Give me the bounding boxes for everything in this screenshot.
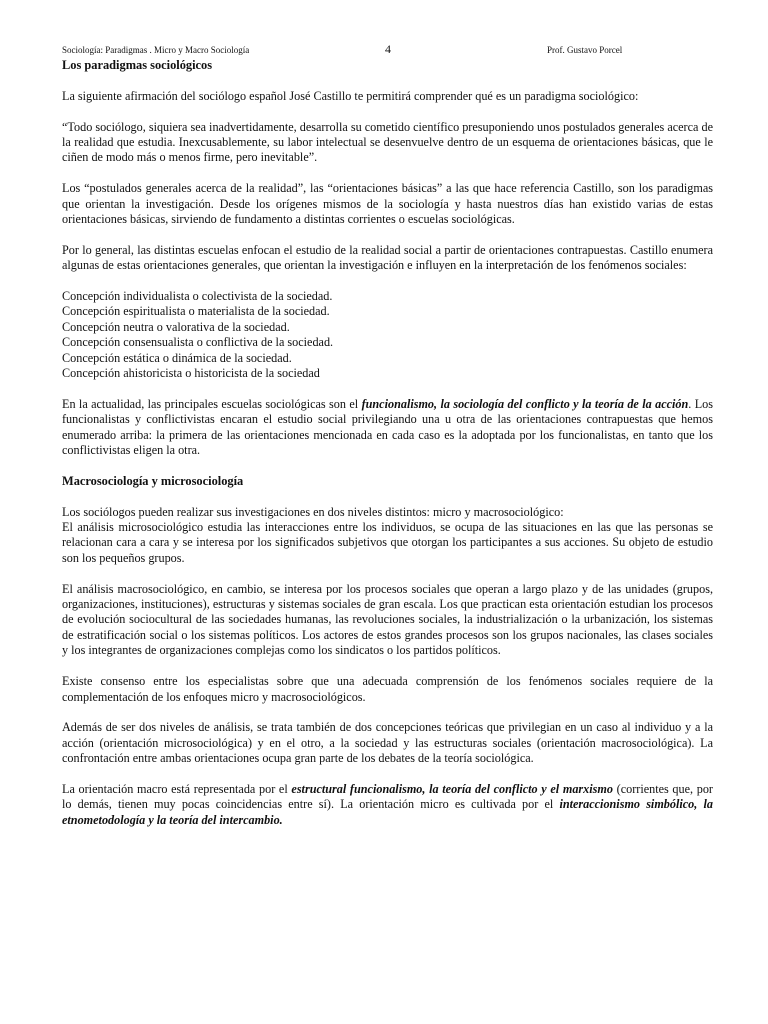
list-item: Concepción individualista o colectivista de la sociedad. — [62, 289, 333, 304]
emphasis-micro: interaccionismo simbólico, la etnometodología y la teoría del intercambio. — [62, 797, 713, 827]
list-item: Concepción neutra o valorativa de la sociedad. — [62, 319, 290, 334]
list-item: Concepción consensualista o conflictiva de la sociedad. — [62, 335, 334, 350]
paragraph: Además de ser dos niveles de análisis, se trata también de dos concepciones teóricas que privilegian en un caso al individuo y a la acción (orientación microsociológica) y en el otro, a la sociedad y las estructuras sociales (orientación macrosociológica). La confrontación entre ambas orientaciones ocupa gran parte de los debates de la teoría sociológica. — [62, 720, 713, 766]
list-item: Concepción estática o dinámica de la sociedad. — [62, 350, 292, 365]
header-course-title: Sociología: Paradigmas . Micro y Macro Sociología — [62, 45, 250, 55]
paragraph: Existe consenso entre los especialistas sobre que una adecuada comprensión de los fenómenos sociales requiere de la complementación de los enfoques micro y macrosociológicos. — [62, 674, 713, 704]
document-body — [62, 58, 713, 828]
paragraph: Los “postulados generales acerca de la realidad”, las “orientaciones básicas” a las que hace referencia Castillo, son los paradigmas que orientan la investigación. Desde los orígenes mismos de la sociología y hasta nuestros días han existido varias de estas orientaciones básicas, sirviendo de fundamento a distintas corrientes o escuelas sociológicas. — [62, 181, 713, 227]
section-title-paradigmas: Los paradigmas sociológicos — [62, 58, 213, 72]
header-author: Prof. Gustavo Porcel — [547, 45, 623, 55]
emphasis-schools: funcionalismo, la sociología del conflicto y la teoría de la acción — [361, 396, 689, 411]
emphasis-macro: estructural funcionalismo, la teoría del conflicto y el marxismo — [291, 781, 613, 796]
paragraph: La orientación macro está representada por el estructural funcionalismo, la teoría del conflicto y el marxismo (corrientes que, por lo demás, tienen muy pocas coincidencias entre sí). La orientación micro es cultivada por el interaccionismo simbólico, la etnometodología y la teoría del intercambio. — [62, 781, 713, 827]
quote-paragraph: “Todo sociólogo, siquiera sea inadvertidamente, desarrolla su cometido científico presuponiendo unos postulados generales acerca de la realidad que estudia. Inexcusablemente, su labor intelectual se desenvuelve dentro de un esquema de orientaciones básicas, que le ciñen de modo más o menos firme, pero inevitable”. — [62, 119, 713, 165]
paragraph: Los sociólogos pueden realizar sus investigaciones en dos niveles distintos: micro y macrosociológico: — [62, 504, 564, 519]
list-item: Concepción ahistoricista o historicista de la sociedad — [62, 366, 320, 381]
list-item: Concepción espiritualista o materialista de la sociedad. — [62, 304, 330, 319]
conception-list — [62, 289, 713, 381]
section-title-macro-micro: Macrosociología y microsociología — [62, 473, 244, 488]
paragraph: La siguiente afirmación del sociólogo español José Castillo te permitirá comprender qué es un paradigma sociológico: — [62, 88, 639, 103]
paragraph: El análisis microsociológico estudia las interacciones entre los individuos, se ocupa de las situaciones en las que las personas se relacionan cara a cara y se interesa por los significados subjetivos que otorgan los participantes a sus acciones. Su objeto de estudio son los pequeños grupos. — [62, 520, 713, 565]
paragraph: El análisis macrosociológico, en cambio, se interesa por los procesos sociales que operan a largo plazo y de las unidades (grupos, organizaciones, instituciones), estructuras y sistemas sociales de gran escala. Los que practican esta orientación estudian los procesos de evolución sociocultural de las sociedades humanas, las revoluciones sociales, la industrialización o la urbanización, los sistemas de estratificación social o los sistemas políticos. Los actores de estos grandes procesos son los grupos nacionales, las clases sociales y los integrantes de organizaciones complejas como los sindicatos o los partidos políticos. — [62, 581, 713, 658]
page-header — [62, 43, 668, 57]
paragraph: En la actualidad, las principales escuelas sociológicas son el funcionalismo, la sociología del conflicto y la teoría de la acción. Los funcionalistas y conflictivistas encaran el estudio social privilegiando una u otra de las orientaciones contrapuestas que hemos enumerado arriba: la primera de las orientaciones mencionada en cada caso es la adoptada por los funcionalistas, en tanto que los conflictivistas eligen la otra. — [62, 396, 713, 458]
page-number: 4 — [385, 42, 391, 56]
paragraph: Por lo general, las distintas escuelas enfocan el estudio de la realidad social a partir de orientaciones contrapuestas. Castillo enumera algunas de estas orientaciones generales, que orientan la investigación e influyen en la interpretación de los fenómenos sociales: — [62, 242, 713, 273]
